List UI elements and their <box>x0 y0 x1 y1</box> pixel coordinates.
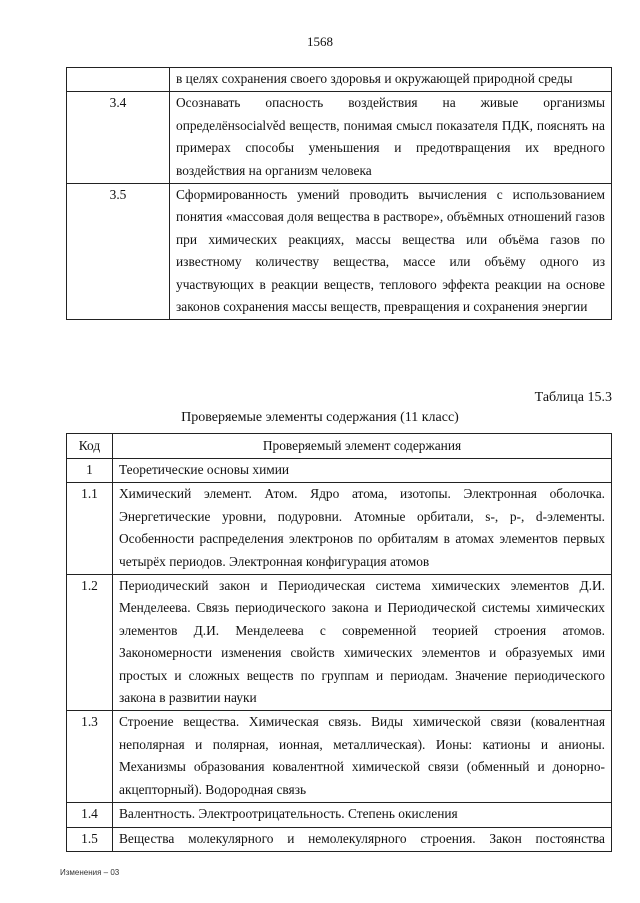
table-row <box>67 459 612 483</box>
row-code: 3.4 <box>67 92 170 184</box>
row-code: 1 <box>67 459 113 483</box>
row-code: 1.4 <box>67 803 113 827</box>
row-code: 1.2 <box>67 575 113 711</box>
row-text: Химический элемент. Атом. Ядро атома, изотопы. Электронная оболочка. Энергетические уровни, подуровни. Атомные орбитали, s-, p-, d-элементы. Особенности распределения электронов по орбиталям в атомах элементов первых четырёх периодов. Электронная конфигурация атомов <box>113 483 612 575</box>
revision-footer: Изменения – 03 <box>60 868 120 877</box>
table-number-label: Таблица 15.3 <box>534 390 612 405</box>
table-row <box>67 711 612 803</box>
row-code <box>67 68 170 92</box>
requirements-table-continuation <box>66 67 612 320</box>
row-text: в целях сохранения своего здоровья и окружающей природной среды <box>170 68 612 92</box>
row-text: Теоретические основы химии <box>113 459 612 483</box>
table-row <box>67 184 612 320</box>
table-caption: Проверяемые элементы содержания (11 класс) <box>181 410 459 425</box>
table-row <box>67 803 612 827</box>
content-elements-table <box>66 433 612 852</box>
row-code: 1.5 <box>67 827 113 851</box>
table-row <box>67 827 612 851</box>
table-row <box>67 92 612 184</box>
row-text: Вещества молекулярного и немолекулярного строения. Закон постоянства <box>113 827 612 851</box>
row-text: Строение вещества. Химическая связь. Виды химической связи (ковалентная неполярная и полярная, ионная, металлическая). Ионы: катионы и анионы. Механизмы образования ковалентной химической связи (обменный и донорно-акцепторный). Водородная связь <box>113 711 612 803</box>
row-code: 1.3 <box>67 711 113 803</box>
row-code: 1.1 <box>67 483 113 575</box>
header-element: Проверяемый элемент содержания <box>113 434 612 459</box>
row-text: Осознавать опасность воздействия на живые организмы определёнsocialvěd веществ, понимая смысл показателя ПДК, пояснять на примерах способы уменьшения и предотвращения их вредного воздействия на организм человека <box>170 92 612 184</box>
table-header-row <box>67 434 612 459</box>
row-code: 3.5 <box>67 184 170 320</box>
table-row <box>67 483 612 575</box>
header-code: Код <box>67 434 113 459</box>
row-text: Валентность. Электроотрицательность. Степень окисления <box>113 803 612 827</box>
row-text: Периодический закон и Периодическая система химических элементов Д.И. Менделеева. Связь периодического закона и Периодической системы химических элементов Д.И. Менделеева с современной теорией строения атомов. Закономерности изменения свойств химических элементов и образуемых ими простых и сложных веществ по группам и периодам. Значение периодического закона в развитии науки <box>113 575 612 711</box>
page-number: 1568 <box>307 34 333 49</box>
table-row <box>67 68 612 92</box>
row-text: Сформированность умений проводить вычисления с использованием понятия «массовая доля вещества в растворе», объёмных отношений газов при химических реакциях, массы вещества или объёма газов по известному количеству вещества, массе или объёму одного из участвующих в реакции веществ, теплового эффекта реакции на основе законов сохранения массы веществ, превращения и сохранения энергии <box>170 184 612 320</box>
table-row <box>67 575 612 711</box>
